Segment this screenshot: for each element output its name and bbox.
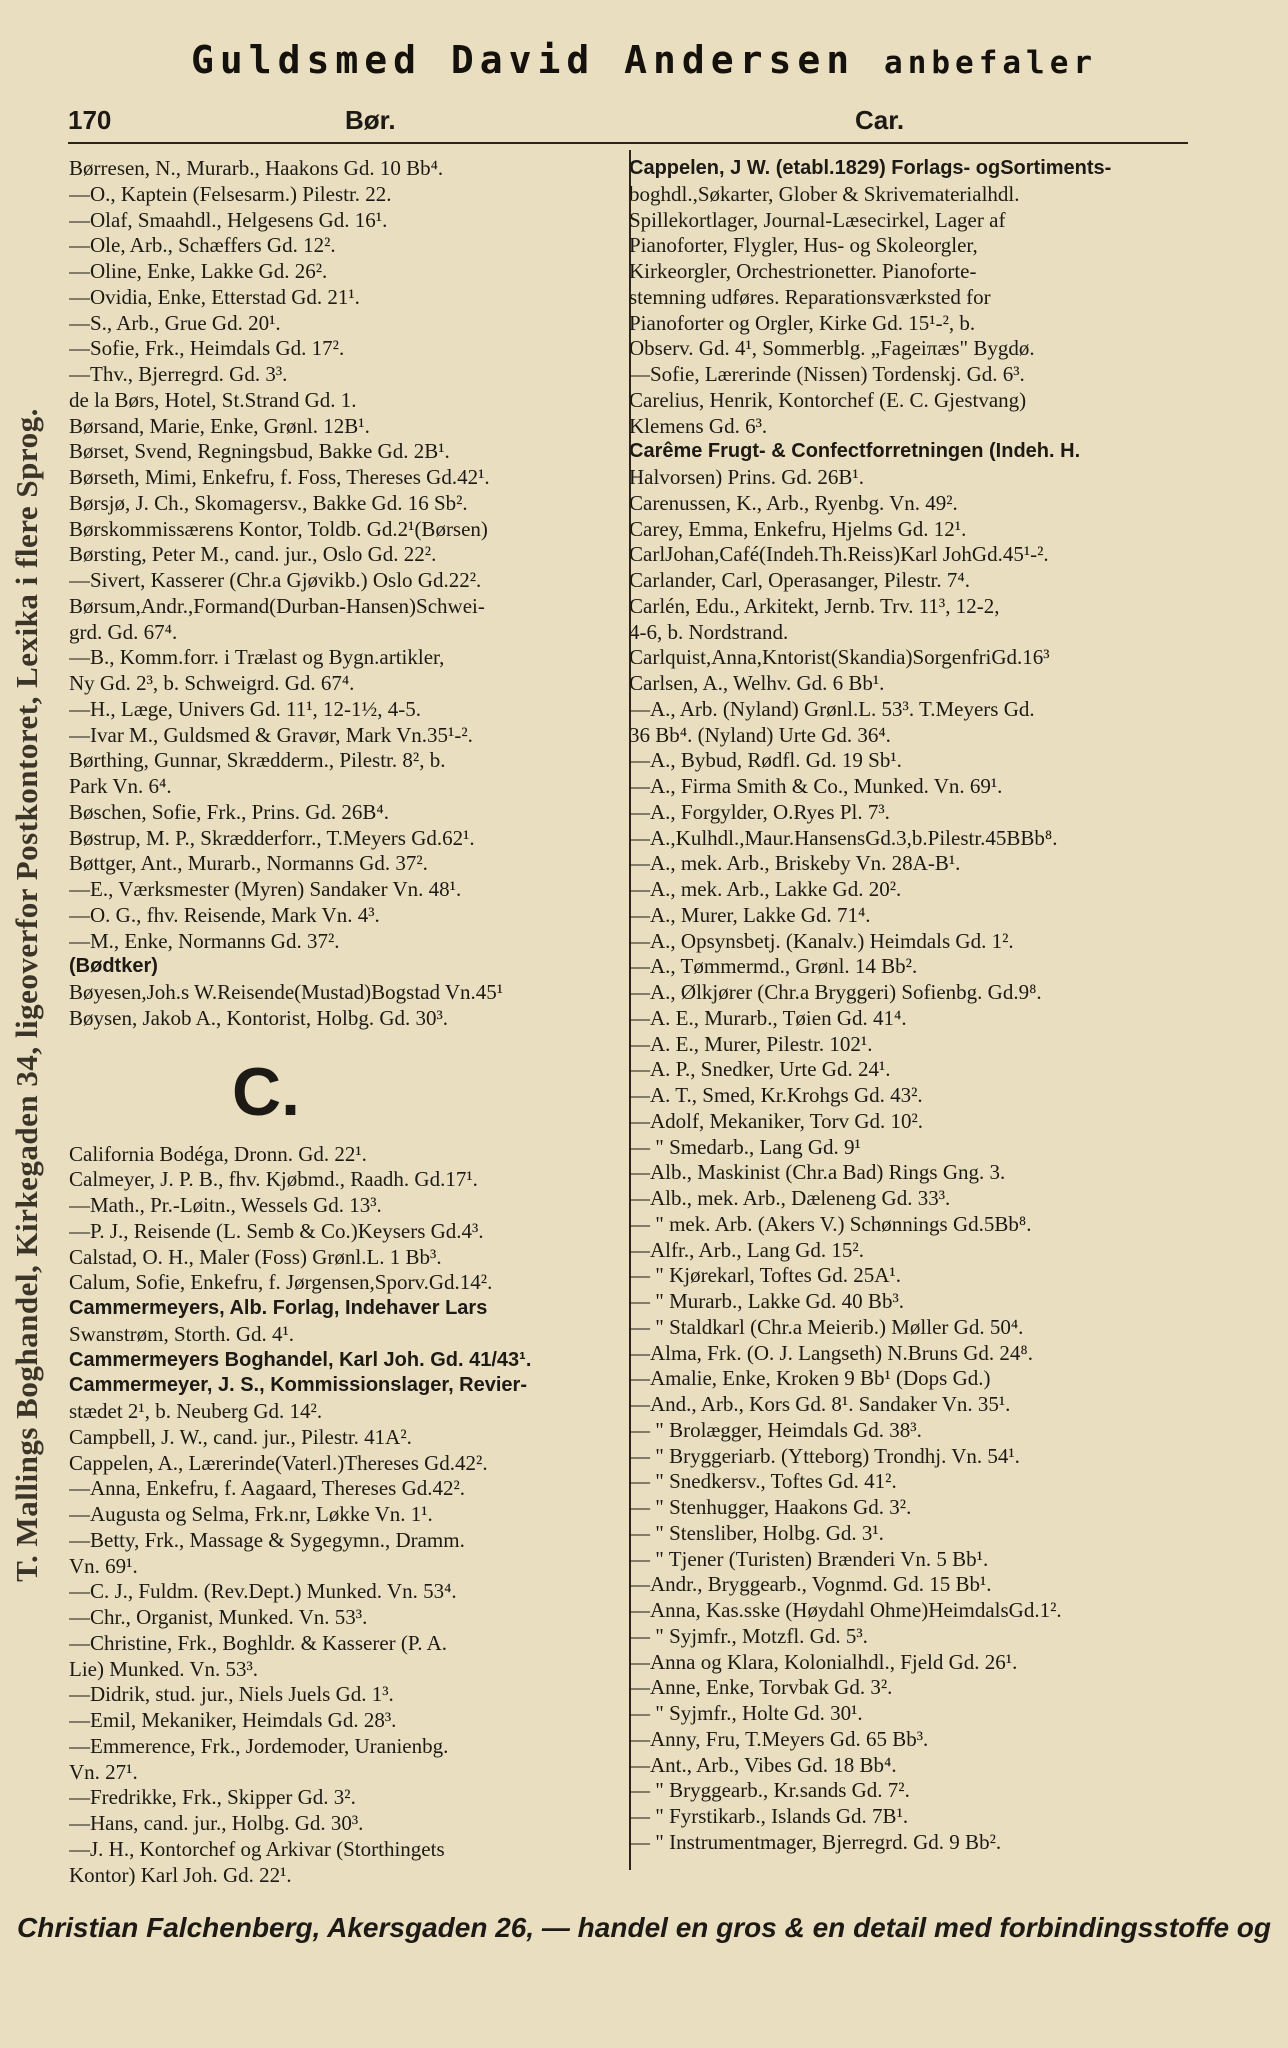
directory-entry: —A., Firma Smith & Co., Munked. Vn. 69¹. [629, 774, 1003, 798]
directory-entry: Carlander, Carl, Operasanger, Pilestr. 7⁴. [629, 568, 970, 592]
directory-entry: Carlsen, A., Welhv. Gd. 6 Bb¹. [629, 671, 885, 695]
left-column [69, 156, 623, 1888]
directory-entry: Spillekortlager, Journal-Læsecirkel, Lager af [629, 207, 1006, 232]
directory-entry: —Didrik, stud. jur., Niels Juels Gd. 1³. [69, 1682, 394, 1707]
directory-entry: Bøyesen,Joh.s W.Reisende(Mustad)Bogstad Vn.45¹ [69, 980, 504, 1004]
directory-entry: —Emil, Mekaniker, Heimdals Gd. 28³. [69, 1708, 397, 1732]
directory-entry: —Emmerence, Frk., Jordemoder, Uranienbg. [69, 1733, 449, 1758]
header-title: Guldsmed David Andersen [190, 38, 856, 82]
side-advertisement [2, 150, 52, 1840]
directory-entry: Lie) Munked. Vn. 53³. [69, 1656, 259, 1681]
footer-advertisement: Christian Falchenberg, Akersgaden 26, — handel en gros & en detail med forbindingsstoffe og [17, 1912, 1271, 1943]
directory-entry: —A., Bybud, Rødfl. Gd. 19 Sb¹. [629, 748, 902, 773]
directory-entry: boghdl.,Søkarter, Glober & Skrivematerialhdl. [629, 181, 1020, 206]
directory-entry: —Hans, cand. jur., Holbg. Gd. 30³. [69, 1811, 364, 1835]
directory-entry: Børsjø, J. Ch., Skomagersv., Bakke Gd. 16 Sb². [69, 490, 468, 515]
directory-entry: Carey, Emma, Enkefru, Hjelms Gd. 12¹. [629, 516, 967, 541]
directory-entry: stædet 2¹, b. Neuberg Gd. 14². [69, 1399, 323, 1423]
directory-entry: — " Smedarb., Lang Gd. 9¹ [629, 1134, 861, 1159]
directory-entry: Halvorsen) Prins. Gd. 26B¹. [629, 465, 864, 489]
directory-entry: Park Vn. 6⁴. [69, 774, 172, 798]
directory-entry: Cappelen, J W. (etabl.1829) Forlags- ogSortiments- [629, 157, 1112, 179]
directory-entry: —C. J., Fuldm. (Rev.Dept.) Munked. Vn. 53⁴. [69, 1579, 457, 1604]
directory-entry: 4-6, b. Nordstrand. [629, 619, 789, 644]
directory-entry: —Anne, Enke, Torvbak Gd. 3². [629, 1675, 893, 1700]
directory-entry: Børseth, Mimi, Enkefru, f. Foss, Thereses Gd.42¹. [69, 465, 490, 489]
directory-entry: —Ole, Arb., Schæffers Gd. 12². [69, 233, 336, 258]
directory-entry: — " Kjørekarl, Toftes Gd. 25A¹. [629, 1263, 901, 1288]
directory-entry: Bøstrup, M. P., Skrædderforr., T.Meyers Gd.62¹. [69, 825, 475, 850]
directory-entry: Carlquist,Anna,Kntorist(Skandia)SorgenfriGd.16³ [629, 645, 1050, 670]
directory-entry: Børsand, Marie, Enke, Grønl. 12B¹. [69, 413, 370, 438]
directory-entry: Pianoforter og Orgler, Kirke Gd. 15¹-², b. [629, 310, 976, 335]
directory-entry: —B., Komm.forr. i Trælast og Bygn.artikler, [69, 645, 445, 670]
directory-entry: Carenussen, K., Arb., Ryenbg. Vn. 49². [629, 490, 958, 515]
directory-entry: Klemens Gd. 6³. [629, 413, 768, 438]
directory-entry: Pianoforter, Flygler, Hus- og Skoleorgler, [629, 233, 978, 258]
directory-entry: —Adolf, Mekaniker, Torv Gd. 10². [629, 1108, 924, 1133]
directory-entry: —S., Arb., Grue Gd. 20¹. [69, 310, 281, 335]
directory-entry: —E., Værksmester (Myren) Sandaker Vn. 48¹. [69, 877, 462, 901]
directory-entry: —A. P., Snedker, Urte Gd. 24¹. [629, 1057, 891, 1082]
directory-entry: —Fredrikke, Frk., Skipper Gd. 3². [69, 1785, 356, 1810]
directory-entry: Bøysen, Jakob A., Kontorist, Holbg. Gd. 30³. [69, 1005, 449, 1030]
directory-entry: — " Stensliber, Holbg. Gd. 3¹. [629, 1520, 884, 1545]
directory-entry: Swanstrøm, Storth. Gd. 4¹. [69, 1321, 295, 1346]
directory-entry: —A., Ølkjører (Chr.a Bryggeri) Sofienbg. Gd.9⁸. [629, 980, 1042, 1004]
directory-entry: Børsum,Andr.,Formand(Durban-Hansen)Schwei- [69, 593, 485, 618]
directory-entry: Bøttger, Ant., Murarb., Normanns Gd. 37². [69, 851, 428, 876]
page-number: 170 [68, 105, 112, 135]
directory-entry: —Alfr., Arb., Lang Gd. 15². [629, 1237, 864, 1262]
directory-entry: —Betty, Frk., Massage & Sygegymn., Dramm. [69, 1527, 465, 1552]
directory-entry: —A., Forgylder, O.Ryes Pl. 7³. [629, 799, 890, 824]
directory-entry: Børsting, Peter M., cand. jur., Oslo Gd. 22². [69, 542, 437, 567]
directory-entry: —A., Opsynsbetj. (Kanalv.) Heimdals Gd. 1². [629, 928, 1014, 953]
directory-entry: —M., Enke, Normanns Gd. 37². [69, 928, 340, 953]
directory-entry: (Bødtker) [69, 955, 158, 978]
directory-entry: —J. H., Kontorchef og Arkivar (Storthingets [69, 1836, 445, 1861]
directory-entry: —P. J., Reisende (L. Semb & Co.)Keysers Gd.4³. [69, 1218, 484, 1243]
directory-entry: —Sofie, Lærerinde (Nissen) Tordenskj. Gd. 6³. [629, 362, 1025, 386]
directory-entry: —Anna og Klara, Kolonialhdl., Fjeld Gd. 26¹. [629, 1649, 1018, 1674]
directory-entry: —Thv., Bjerregrd. Gd. 3³. [69, 362, 288, 386]
directory-entry: —Ant., Arb., Vibes Gd. 18 Bb⁴. [629, 1752, 897, 1777]
directory-entry: —Augusta og Selma, Frk.nr, Løkke Vn. 1¹. [69, 1502, 433, 1526]
directory-entry: — " Staldkarl (Chr.a Meierib.) Møller Gd. 50⁴. [629, 1314, 1024, 1339]
directory-entry: —H., Læge, Univers Gd. 11¹, 12-1½, 4-5. [69, 696, 421, 721]
directory-entry: —A., mek. Arb., Briskeby Vn. 28A-B¹. [629, 851, 961, 876]
directory-entry: — " Murarb., Lakke Gd. 40 Bb³. [629, 1289, 904, 1313]
directory-entry: — " Syjmfr., Motzfl. Gd. 5³. [629, 1623, 868, 1648]
directory-entry: Calmeyer, J. P. B., fhv. Kjøbmd., Raadh. Gd.17¹. [69, 1167, 478, 1192]
directory-entry: — " Bryggearb., Kr.sands Gd. 7². [629, 1778, 910, 1803]
directory-entry: — " Bryggeriarb. (Ytteborg) Trondhj. Vn. 54¹. [629, 1443, 1020, 1468]
header-rule [68, 142, 1188, 144]
directory-entry: —Alma, Frk. (O. J. Langseth) N.Bruns Gd. 24⁸. [629, 1340, 1033, 1365]
directory-entry: Bøschen, Sofie, Frk., Prins. Gd. 26B⁴. [69, 799, 389, 824]
directory-entry: Børthing, Gunnar, Skrædderm., Pilestr. 8², b. [69, 748, 446, 773]
directory-entry: Cammermeyers Boghandel, Karl Joh. Gd. 41/43¹. [69, 1348, 532, 1371]
directory-entry: —Alb., Maskinist (Chr.a Bad) Rings Gng. 3. [629, 1160, 1006, 1185]
directory-entry: —Amalie, Enke, Kroken 9 Bb¹ (Dops Gd.) [629, 1366, 991, 1391]
directory-entry: Cammermeyers, Alb. Forlag, Indehaver Lars [69, 1297, 488, 1319]
side-advertisement-text: T. Mallings Boghandel, Kirkegaden 34, ligeoverfor Postkontoret, Lexika i flere Sprog. [9, 408, 44, 1582]
directory-entry: —O. G., fhv. Reisende, Mark Vn. 4³. [69, 902, 380, 927]
guide-word-left: Bør. [345, 105, 396, 135]
directory-entry: Carelius, Henrik, Kontorchef (E. C. Gjestvang) [629, 387, 1027, 412]
directory-entry: —A., mek. Arb., Lakke Gd. 20². [629, 877, 902, 901]
directory-entry: de la Børs, Hotel, St.Strand Gd. 1. [69, 387, 357, 412]
directory-entry: Børresen, N., Murarb., Haakons Gd. 10 Bb⁴. [69, 156, 444, 180]
directory-entry: —Sivert, Kasserer (Chr.a Gjøvikb.) Oslo Gd.22². [69, 568, 482, 592]
directory-entry: Cammermeyer, J. S., Kommissionslager, Revier- [69, 1374, 527, 1397]
directory-entry: Carême Frugt- & Confectforretningen (Indeh. H. [629, 440, 1081, 463]
directory-entry: — " Syjmfr., Holte Gd. 30¹. [629, 1701, 863, 1725]
directory-entry: —Ivar M., Guldsmed & Gravør, Mark Vn.35¹-². [69, 722, 473, 747]
directory-entry: —Anny, Fru, T.Meyers Gd. 65 Bb³. [629, 1726, 929, 1751]
directory-entry: — " Fyrstikarb., Islands Gd. 7B¹. [629, 1804, 909, 1828]
section-letter: C. [232, 1053, 300, 1130]
directory-entry: Calstad, O. H., Maler (Foss) Grønl.L. 1 Bb³. [69, 1244, 442, 1269]
directory-entry: —And., Arb., Kors Gd. 8¹. Sandaker Vn. 35¹. [629, 1392, 1011, 1416]
directory-entry: Observ. Gd. 4¹, Sommerblg. „Fageiπæs" Bygdø. [629, 336, 1035, 361]
directory-entry: —A., Tømmermd., Grønl. 14 Bb². [629, 954, 918, 979]
directory-entry: — " Brolægger, Heimdals Gd. 38³. [629, 1417, 922, 1442]
guide-word-right: Car. [855, 105, 905, 135]
directory-entry: Cappelen, A., Lærerinde(Vaterl.)Thereses Gd.42². [69, 1450, 488, 1475]
directory-entry: grd. Gd. 67⁴. [69, 619, 178, 644]
directory-entry: Vn. 69¹. [69, 1553, 138, 1578]
directory-entry: —A. T., Smed, Kr.Krohgs Gd. 43². [629, 1083, 923, 1107]
directory-entry: —Chr., Organist, Munked. Vn. 53³. [69, 1605, 368, 1629]
directory-entry: Kirkeorgler, Orchestrionetter. Pianoforte- [629, 259, 977, 283]
directory-entry: — " Instrumentmager, Bjerregrd. Gd. 9 Bb². [629, 1829, 1002, 1854]
directory-entry: —Alb., mek. Arb., Dæleneng Gd. 33³. [629, 1186, 951, 1210]
directory-entry: CarlJohan,Café(Indeh.Th.Reiss)Karl JohGd.45¹-². [629, 542, 1049, 567]
header-slogan: anbefaler [884, 45, 1098, 81]
directory-entry: Calum, Sofie, Enkefru, f. Jørgensen,Sporv.Gd.14². [69, 1270, 493, 1295]
directory-entry: —Sofie, Frk., Heimdals Gd. 17². [69, 336, 345, 361]
directory-entry: — " Stenhugger, Haakons Gd. 3². [629, 1495, 912, 1519]
directory-entry: California Bodéga, Dronn. Gd. 22¹. [69, 1141, 367, 1166]
page-header [0, 38, 1288, 82]
directory-entry: —Andr., Bryggearb., Vognmd. Gd. 15 Bb¹. [629, 1572, 992, 1597]
directory-entry: Carlén, Edu., Arkitekt, Jernb. Trv. 11³, 12-2, [629, 593, 1000, 618]
directory-entry: Vn. 27¹. [69, 1759, 138, 1784]
directory-entry: —A. E., Murarb., Tøien Gd. 41⁴. [629, 1005, 907, 1030]
directory-entry: Børset, Svend, Regningsbud, Bakke Gd. 2B¹. [69, 439, 450, 464]
directory-entry: —Math., Pr.-Løitn., Wessels Gd. 13³. [69, 1193, 382, 1217]
directory-entry: —O., Kaptein (Felsesarm.) Pilestr. 22. [69, 181, 392, 206]
directory-entry: —Anna, Kas.sske (Høydahl Ohme)HeimdalsGd.1². [629, 1598, 1062, 1622]
directory-entry: Kontor) Karl Joh. Gd. 22¹. [69, 1862, 292, 1887]
directory-entry: —A.,Kulhdl.,Maur.HansensGd.3,b.Pilestr.45BBb⁸. [629, 825, 1058, 850]
directory-entry: — " Tjener (Turisten) Brænderi Vn. 5 Bb¹. [629, 1546, 989, 1571]
directory-entry: —Christine, Frk., Boghldr. & Kasserer (P. A. [69, 1630, 447, 1655]
directory-entry: —A., Arb. (Nyland) Grønl.L. 53³. T.Meyers Gd. [629, 696, 1035, 721]
directory-entry: 36 Bb⁴. (Nyland) Urte Gd. 36⁴. [629, 722, 891, 747]
directory-entry: — " mek. Arb. (Akers V.) Schønnings Gd.5Bb⁸. [629, 1211, 1032, 1236]
right-column [629, 156, 1184, 1856]
directory-entry: —Anna, Enkefru, f. Aagaard, Thereses Gd.42². [69, 1476, 466, 1501]
directory-entry: — " Snedkersv., Toftes Gd. 41². [629, 1469, 897, 1494]
directory-entry: stemning udføres. Reparationsværksted for [629, 284, 991, 309]
directory-entry: —Olaf, Smaahdl., Helgesens Gd. 16¹. [69, 207, 388, 232]
directory-entry: —A. E., Murer, Pilestr. 102¹. [629, 1031, 873, 1056]
directory-entry: Ny Gd. 2³, b. Schweigrd. Gd. 67⁴. [69, 671, 355, 695]
directory-entry: —Ovidia, Enke, Etterstad Gd. 21¹. [69, 284, 360, 309]
directory-entry: —Oline, Enke, Lakke Gd. 26². [69, 259, 328, 283]
directory-entry: —A., Murer, Lakke Gd. 71⁴. [629, 902, 871, 927]
directory-entry: Campbell, J. W., cand. jur., Pilestr. 41A². [69, 1424, 412, 1449]
directory-entry: Børskommissærens Kontor, Toldb. Gd.2¹(Børsen) [69, 516, 488, 541]
